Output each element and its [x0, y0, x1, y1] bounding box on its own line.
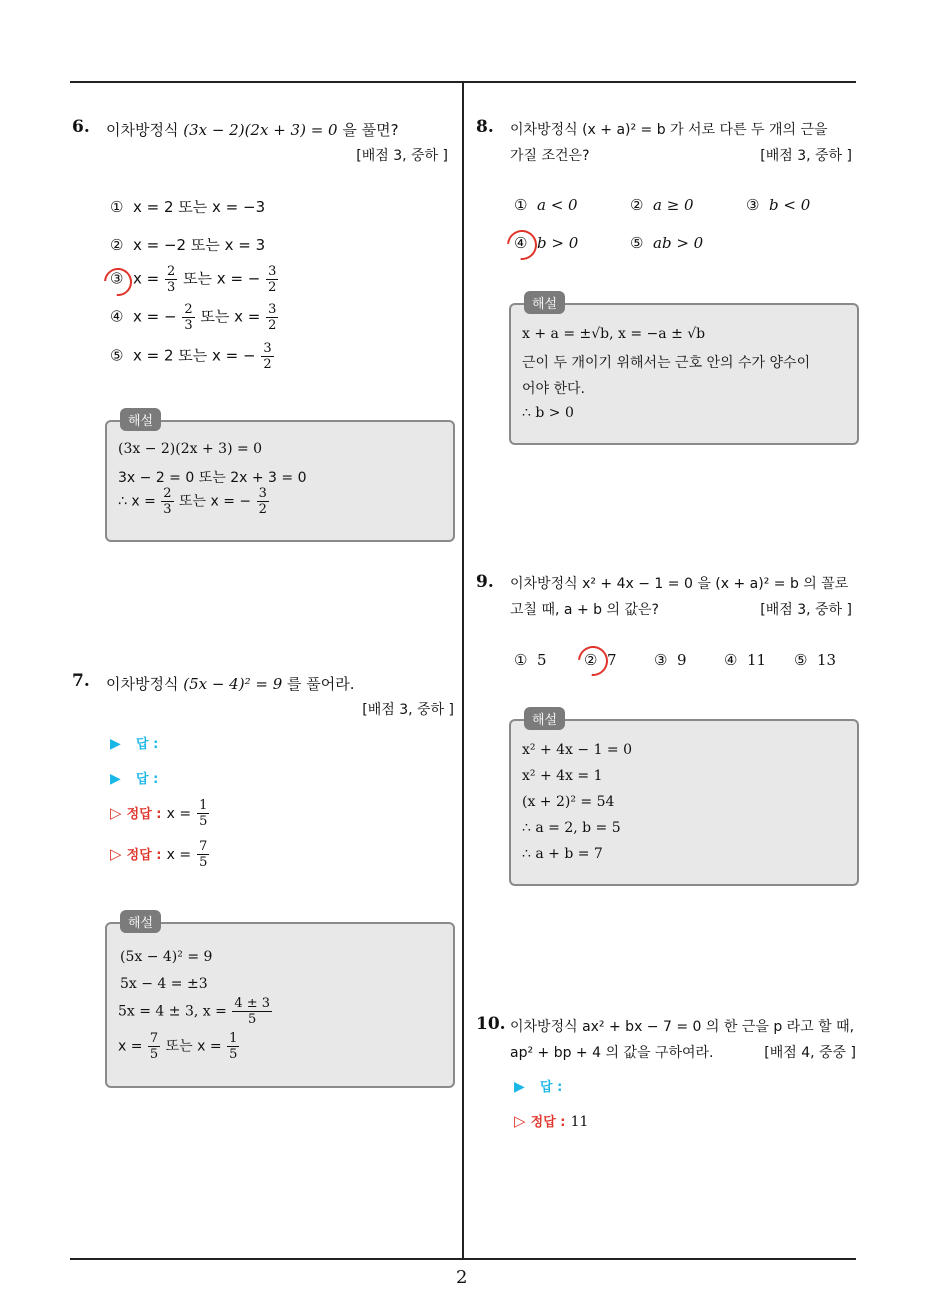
fraction: $\frac{7}{5}$ — [199, 839, 208, 870]
option-2[interactable]: ② 7 — [584, 651, 617, 669]
score-meta: [배점 3, 중하 ] — [362, 702, 454, 718]
option-5[interactable]: ⑤ 13 — [794, 651, 837, 669]
question-number: 10. — [476, 1014, 506, 1034]
option-4[interactable]: ④ 11 — [724, 651, 767, 669]
question-number: 9. — [476, 572, 494, 592]
solution-line: x = $\frac{7}{5}$ 또는 x = $\frac{1}{5}$ — [118, 1031, 238, 1062]
solution-label: 해설 — [524, 707, 565, 730]
solution-line: x² + 4x − 1 = 0 — [522, 742, 633, 758]
fraction: $\frac{3}{2}$ — [258, 486, 267, 517]
option-3[interactable]: ③ b < 0 — [746, 196, 811, 214]
solution-line: x + a = ±√b, x = −a ± √b — [522, 326, 706, 342]
fraction: $\frac{7}{5}$ — [149, 1031, 159, 1062]
solution-line: 근이 두 개이기 위해서는 근호 안의 수가 양수이 — [522, 355, 811, 371]
option-1[interactable]: ① x = 2 또는 x = −3 — [110, 198, 266, 216]
question-stem: 이차방정식 ax² + bx − 7 = 0 의 한 근을 p 라고 할 때, — [510, 1019, 855, 1035]
option-3[interactable]: ③ x = $\frac{2}{3}$ 또는 x = − $\frac{3}{2}$ — [110, 264, 277, 295]
solution-line: (3x − 2)(2x + 3) = 0 — [118, 441, 263, 457]
question-stem: 이차방정식 (5x − 4)² = 9 를 풀어라. — [106, 675, 355, 693]
score-meta: [배점 4, 중중 ] — [764, 1045, 856, 1061]
answer-field[interactable]: ▶ 답 : — [514, 1079, 563, 1095]
score-meta: [배점 3, 중하 ] — [760, 602, 852, 618]
outline-arrow-icon: ▷ — [110, 804, 122, 822]
outline-arrow-icon: ▷ — [110, 845, 122, 863]
fraction: $\frac{3}{2}$ — [268, 302, 277, 333]
option-3[interactable]: ③ 9 — [654, 651, 687, 669]
solution-line: ∴ a + b = 7 — [522, 846, 603, 862]
solution-line: 5x = 4 ± 3, x = $\frac{4 \pm 3}{5}$ — [118, 996, 271, 1027]
solution-label: 해설 — [120, 408, 161, 431]
selected-answer-circle — [572, 640, 614, 682]
question-stem: 이차방정식 (x + a)² = b 가 서로 다른 두 개의 근을 — [510, 122, 828, 138]
fraction: $\frac{2}{3}$ — [167, 264, 176, 295]
column-divider — [462, 81, 464, 1259]
score-meta: [배점 3, 중하 ] — [356, 148, 448, 164]
solution-line: ∴ x = $\frac{2}{3}$ 또는 x = − $\frac{3}{2}$ — [118, 486, 267, 517]
question-stem: 이차방정식 x² + 4x − 1 = 0 을 (x + a)² = b 의 꼴로 — [510, 576, 849, 592]
question-number: 6. — [72, 117, 90, 137]
selected-answer-circle — [501, 224, 543, 266]
option-1[interactable]: ① a < 0 — [514, 196, 578, 214]
fraction: $\frac{3}{2}$ — [268, 264, 277, 295]
fraction: $\frac{1}{5}$ — [199, 798, 208, 829]
play-arrow-icon: ▶ — [514, 1079, 525, 1095]
bottom-rule — [70, 1258, 856, 1260]
solution-line: x² + 4x = 1 — [522, 768, 603, 784]
question-stem: 가질 조건은? — [510, 148, 590, 164]
play-arrow-icon: ▶ — [110, 771, 121, 787]
option-5[interactable]: ⑤ x = 2 또는 x = − $\frac{3}{2}$ — [110, 341, 272, 372]
solution-line: 5x − 4 = ±3 — [120, 976, 208, 992]
question-number: 8. — [476, 117, 494, 137]
solution-label: 해설 — [524, 291, 565, 314]
question-stem: 이차방정식 (3x − 2)(2x + 3) = 0 을 풀면? — [106, 121, 399, 139]
answer-field[interactable]: ▶ 답 : — [110, 736, 159, 752]
fraction: $\frac{2}{3}$ — [163, 486, 172, 517]
option-1[interactable]: ① 5 — [514, 651, 547, 669]
question-number: 7. — [72, 671, 90, 691]
solution-line: 3x − 2 = 0 또는 2x + 3 = 0 — [118, 470, 307, 486]
solution-box — [509, 303, 859, 445]
solution-line: (5x − 4)² = 9 — [120, 949, 213, 965]
page-number: 2 — [456, 1267, 468, 1288]
answer-field[interactable]: ▶ 답 : — [110, 771, 159, 787]
fraction: $\frac{2}{3}$ — [184, 302, 193, 333]
answer-key: ▷ 정답 : 11 — [514, 1112, 589, 1130]
option-2[interactable]: ② x = −2 또는 x = 3 — [110, 236, 266, 254]
option-5[interactable]: ⑤ ab > 0 — [630, 234, 704, 252]
fraction: $\frac{4 \pm 3}{5}$ — [234, 996, 271, 1027]
option-4[interactable]: ④ x = − $\frac{2}{3}$ 또는 x = $\frac{3}{2}$ — [110, 302, 277, 333]
fraction: $\frac{1}{5}$ — [229, 1031, 238, 1062]
solution-line: ∴ a = 2, b = 5 — [522, 820, 621, 836]
fraction: $\frac{3}{2}$ — [263, 341, 272, 372]
question-stem: 고칠 때, a + b 의 값은? — [510, 602, 659, 618]
score-meta: [배점 3, 중하 ] — [760, 148, 852, 164]
solution-label: 해설 — [120, 910, 161, 933]
play-arrow-icon: ▶ — [110, 736, 121, 752]
outline-arrow-icon: ▷ — [514, 1112, 526, 1130]
answer-key: ▷ 정답 : x = $\frac{7}{5}$ — [110, 839, 208, 870]
question-stem: ap² + bp + 4 의 값을 구하여라. — [510, 1045, 714, 1061]
solution-line: 어야 한다. — [522, 381, 585, 397]
option-4[interactable]: ④ b > 0 — [514, 234, 579, 252]
option-2[interactable]: ② a ≥ 0 — [630, 196, 694, 214]
answer-key: ▷ 정답 : x = $\frac{1}{5}$ — [110, 798, 208, 829]
solution-line: (x + 2)² = 54 — [522, 794, 615, 810]
solution-line: ∴ b > 0 — [522, 405, 574, 421]
